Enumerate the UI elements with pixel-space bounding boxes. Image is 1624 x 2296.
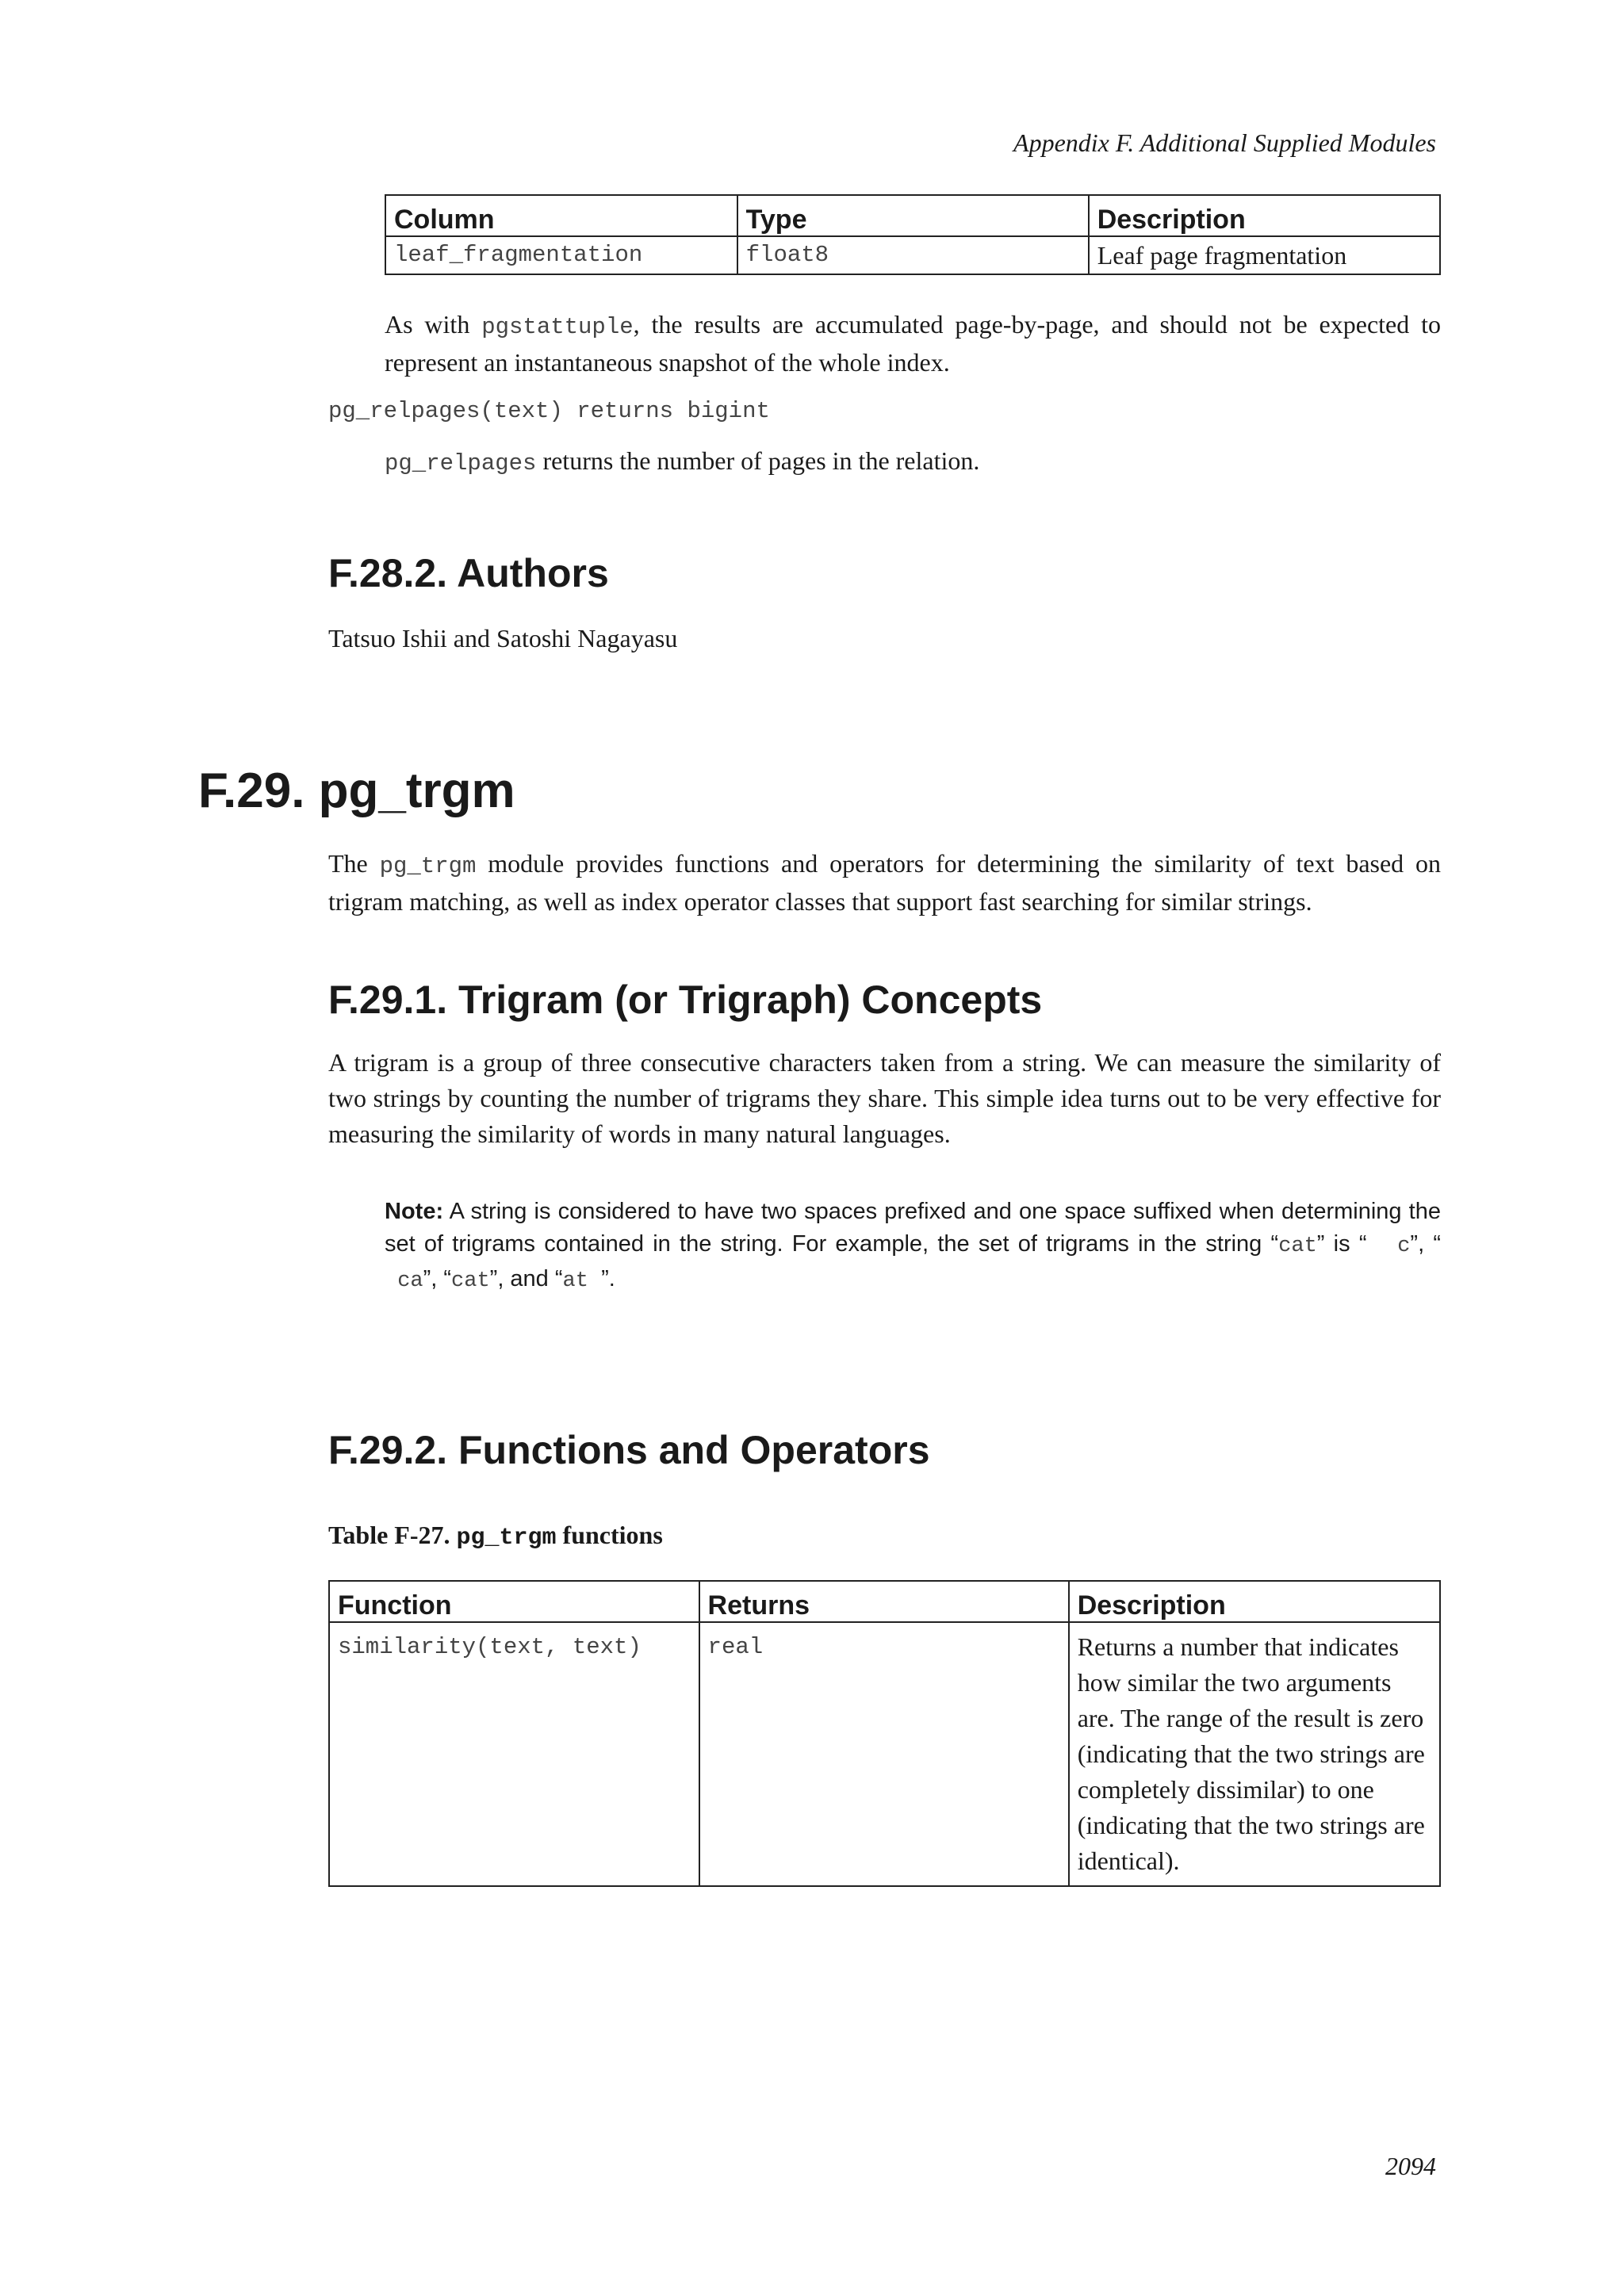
code-inline: pg_trgm — [456, 1525, 557, 1552]
concepts-paragraph: A trigram is a group of three consecutive characters taken from a string. We can measure the similarity of two strings by counting the number of trigrams they share. This simple idea turns out to be very effective for measuring the similarity of words in many natural languages. — [328, 1048, 1441, 1148]
table-cell: similarity(text, text) — [329, 1622, 699, 1886]
code-pgstattuple: pgstattuple — [481, 314, 634, 340]
code-inline: c — [1366, 1234, 1411, 1258]
text-run: functions — [556, 1521, 663, 1549]
table-header-row — [385, 195, 1440, 236]
table-cell: leaf_fragmentation — [385, 236, 737, 274]
relpages-paragraph — [385, 443, 1441, 481]
column-header: Description — [1089, 195, 1440, 236]
code-inline: cat — [451, 1269, 490, 1293]
text-run: ”, and “ — [489, 1266, 563, 1292]
note-label: Note: — [385, 1199, 444, 1224]
results-paragraph — [385, 307, 1441, 381]
running-header: Appendix F. Additional Supplied Modules — [1013, 128, 1436, 157]
text-run: ” is “ — [1316, 1231, 1367, 1257]
section-title-functions: F.29.2. Functions and Operators — [328, 1428, 930, 1472]
intro-paragraph — [328, 846, 1441, 920]
table-cell: Returns a number that indicates how similar the two arguments are. The range of the result is zero (indicating that the two strings are completely dissimilar) to one (indicating that the two strings are identical). — [1069, 1622, 1440, 1886]
text-run: A string is considered to have two spaces prefixed and one space suffixed when determining the set of trigrams contained in the string. For example, the set of trigrams in the string “ — [385, 1199, 1441, 1257]
section-title-concepts: F.29.1. Trigram (or Trigraph) Concepts — [328, 978, 1043, 1022]
table-row — [385, 236, 1440, 274]
section-title-authors: F.28.2. Authors — [328, 551, 609, 595]
text-run: ”, “ — [423, 1266, 452, 1292]
table-cell: Leaf page fragmentation — [1089, 236, 1440, 274]
leaf-fragmentation-table — [385, 194, 1441, 275]
table-caption — [328, 1521, 663, 1552]
pg-trgm-functions-table — [328, 1580, 1441, 1887]
column-header: Function — [329, 1581, 699, 1622]
column-header: Description — [1069, 1581, 1440, 1622]
text-run: module provides functions and operators for determining the similarity of text based on trigram matching, as well as index operator classes that support fast searching for similar strings. — [328, 849, 1442, 916]
code-inline: at — [562, 1269, 602, 1293]
text-run: As with — [385, 310, 482, 339]
text-run: ”, “ — [1410, 1231, 1441, 1257]
page-number: 2094 — [1385, 2152, 1436, 2180]
code-inline: ca — [385, 1269, 423, 1293]
column-header: Column — [385, 195, 737, 236]
table-cell: float8 — [737, 236, 1089, 274]
text-run: returns the number of pages in the relation. — [536, 446, 980, 475]
function-signature: pg_relpages(text) returns bigint — [328, 398, 770, 424]
note-block — [385, 1196, 1441, 1298]
column-header: Type — [737, 195, 1089, 236]
code-pg-trgm: pg_trgm — [379, 853, 477, 879]
text-run: The — [328, 849, 380, 878]
table-cell: real — [699, 1622, 1069, 1886]
table-row — [329, 1622, 1440, 1886]
text-run: , the results are accumulated page-by-page, and should not be expected to represent an instantaneous snapshot of the whole index. — [385, 310, 1442, 377]
text-run: ”. — [601, 1266, 615, 1292]
authors-text: Tatsuo Ishii and Satoshi Nagayasu — [328, 624, 678, 652]
column-header: Returns — [699, 1581, 1069, 1622]
chapter-title: F.29. pg_trgm — [198, 763, 515, 818]
text-run: Table F-27. — [328, 1521, 457, 1549]
code-inline: cat — [1278, 1234, 1317, 1258]
table-header-row — [329, 1581, 1440, 1622]
code-pg-relpages: pg_relpages — [385, 450, 537, 476]
